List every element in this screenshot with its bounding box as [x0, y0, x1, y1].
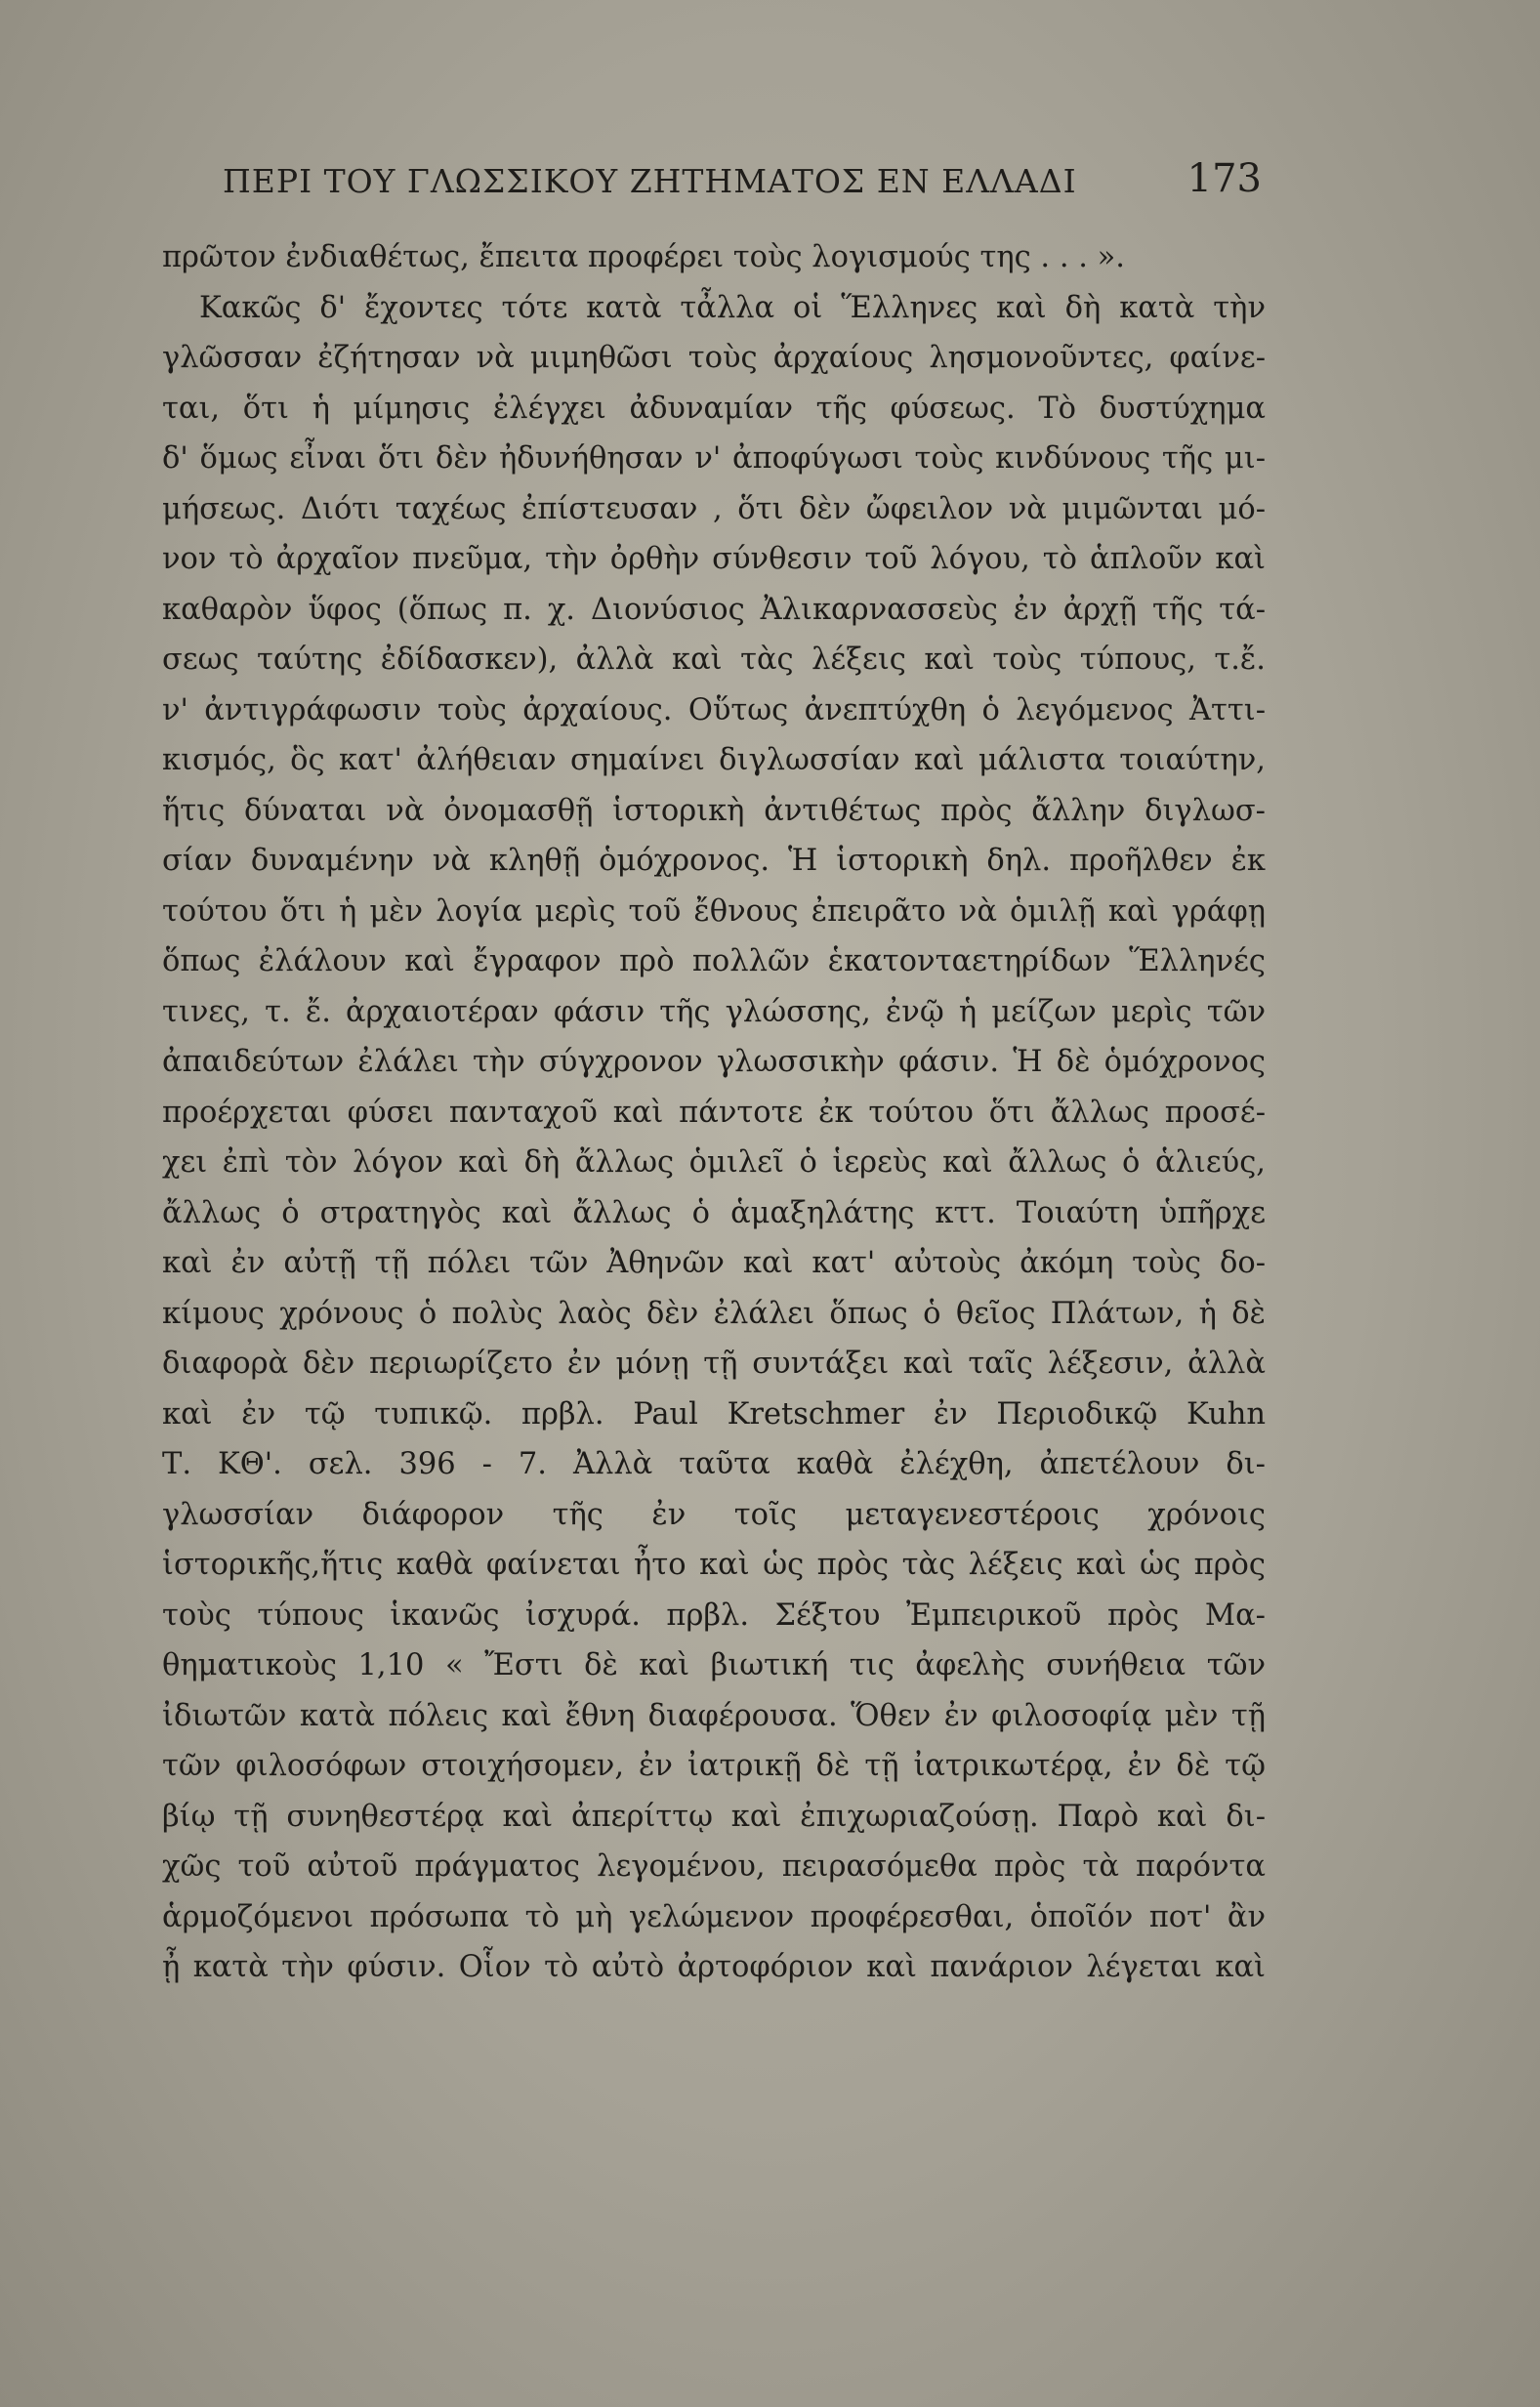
text-line: τινες, τ. ἔ. ἀρχαιοτέραν φάσιν τῆς γλώσσης, ἐνῷ ἡ μείζων μερὶς τῶν — [162, 994, 1266, 1029]
text-line: σίαν δυναμένην νὰ κληθῇ ὁμόχρονος. Ἡ ἱστορικὴ δηλ. προῆλθεν ἐκ — [162, 844, 1266, 878]
text-line: καὶ ἐν τῷ τυπικῷ. πρβλ. Paul Kretschmer ἐν Περιοδικῷ Kuhn — [162, 1396, 1266, 1432]
text-line: χει ἐπὶ τὸν λόγον καὶ δὴ ἄλλως ὁμιλεῖ ὁ ἱερεὺς καὶ ἄλλως ὁ ἁλιεύς, — [162, 1145, 1266, 1180]
body-text — [162, 232, 1266, 1993]
text-line: σεως ταύτης ἐδίδασκεν), ἀλλὰ καὶ τὰς λέξεις καὶ τοὺς τύπους, τ.ἔ. — [162, 643, 1266, 677]
text-line: γλῶσσαν ἐζήτησαν νὰ μιμηθῶσι τοὺς ἀρχαίους λησμονοῦντες, φαίνε- — [162, 341, 1266, 375]
text-line: ἄλλως ὁ στρατηγὸς καὶ ἄλλως ὁ ἁμαξηλάτης κττ. Τοιαύτη ὑπῆρχε — [162, 1195, 1266, 1230]
text-line: τῶν φιλοσόφων στοιχήσομεν, ἐν ἰατρικῇ δὲ τῇ ἰατρικωτέρᾳ, ἐν δὲ τῷ — [162, 1749, 1266, 1783]
text-line: βίῳ τῇ συνηθεστέρᾳ καὶ ἀπερίττῳ καὶ ἐπιχωριαζούσῃ. Παρὸ καὶ δι- — [162, 1799, 1266, 1834]
text-line: ὅπως ἐλάλουν καὶ ἔγραφον πρὸ πολλῶν ἑκατονταετηρίδων Ἕλληνές — [162, 944, 1266, 978]
page-header — [223, 156, 1262, 207]
text-line: ἰδιωτῶν κατὰ πόλεις καὶ ἔθνη διαφέρουσα. Ὅθεν ἐν φιλοσοφίᾳ μὲν τῇ — [162, 1698, 1266, 1733]
text-line: νον τὸ ἀρχαῖον πνεῦμα, τὴν ὀρθὴν σύνθεσιν τοῦ λόγου, τὸ ἁπλοῦν καὶ — [162, 542, 1266, 576]
text-line: ἀπαιδεύτων ἐλάλει τὴν σύγχρονον γλωσσικὴν φάσιν. Ἡ δὲ ὁμόχρονος — [162, 1045, 1266, 1079]
text-line: δ' ὅμως εἶναι ὅτι δὲν ἠδυνήθησαν ν' ἀποφύγωσι τοὺς κινδύνους τῆς μι- — [162, 441, 1266, 476]
text-line: προέρχεται φύσει πανταχοῦ καὶ πάντοτε ἐκ τούτου ὅτι ἄλλως προσέ- — [162, 1095, 1266, 1130]
text-line: ᾖ κατὰ τὴν φύσιν. Οἷον τὸ αὐτὸ ἀρτοφόριον καὶ πανάριον λέγεται καὶ — [162, 1950, 1266, 1984]
text-line: καθαρὸν ὕφος (ὅπως π. χ. Διονύσιος Ἀλικαρνασσεὺς ἐν ἀρχῇ τῆς τά- — [162, 592, 1266, 627]
text-line: χῶς τοῦ αὐτοῦ πράγματος λεγομένου, πειρασόμεθα πρὸς τὰ παρόντα — [162, 1849, 1266, 1884]
text-line: Τ. ΚΘ'. σελ. 396 - 7. Ἀλλὰ ταῦτα καθὰ ἐλέχθη, ἀπετέλουν δι- — [162, 1447, 1266, 1481]
text-line: θηματικοὺς 1,10 « Ἔστι δὲ καὶ βιωτική τις ἀφελὴς συνήθεια τῶν — [162, 1648, 1266, 1682]
text-line: μήσεως. Διότι ταχέως ἐπίστευσαν , ὅτι δὲν ὤφειλον νὰ μιμῶνται μό- — [162, 491, 1266, 526]
text-line: ἥτις δύναται νὰ ὀνομασθῇ ἱστορικὴ ἀντιθέτως πρὸς ἄλλην διγλωσ- — [162, 793, 1266, 828]
text-line: ἁρμοζόμενοι πρόσωπα τὸ μὴ γελώμενον προφέρεσθαι, ὁποῖόν ποτ' ἂν — [162, 1899, 1266, 1934]
text-line: διαφορὰ δὲν περιωρίζετο ἐν μόνῃ τῇ συντάξει καὶ ταῖς λέξεσιν, ἀλλὰ — [162, 1347, 1266, 1381]
text-line: ται, ὅτι ἡ μίμησις ἐλέγχει ἀδυναμίαν τῆς φύσεως. Τὸ δυστύχημα — [162, 391, 1266, 426]
text-line: ἱστορικῆς,ἥτις καθὰ φαίνεται ἦτο καὶ ὡς πρὸς τὰς λέξεις καὶ ὡς πρὸς — [162, 1548, 1266, 1582]
text-line: τούτου ὅτι ἡ μὲν λογία μερὶς τοῦ ἔθνους ἐπειρᾶτο νὰ ὁμιλῇ καὶ γράφῃ — [162, 893, 1266, 929]
text-line: γλωσσίαν διάφορον τῆς ἐν τοῖς μεταγενεστέροις χρόνοις — [162, 1497, 1266, 1532]
text-line: κισμός, ὃς κατ' ἀλήθειαν σημαίνει διγλωσσίαν καὶ μάλιστα τοιαύτην, — [162, 743, 1266, 777]
page-number: 173 — [1186, 156, 1262, 201]
text-line: ν' ἀντιγράφωσιν τοὺς ἀρχαίους. Οὕτως ἀνεπτύχθη ὁ λεγόμενος Ἀττι- — [162, 692, 1266, 727]
text-line: πρῶτον ἐνδιαθέτως, ἔπειτα προφέρει τοὺς λογισμούς της . . . ». — [162, 240, 1125, 274]
text-line: τοὺς τύπους ἱκανῶς ἰσχυρά. πρβλ. Σέξτου Ἐμπειρικοῦ πρὸς Μα- — [162, 1598, 1266, 1633]
text-line: κίμους χρόνους ὁ πολὺς λαὸς δὲν ἐλάλει ὅπως ὁ θεῖος Πλάτων, ἡ δὲ — [162, 1296, 1266, 1331]
text-line: Κακῶς δ' ἔχοντες τότε κατὰ τἆλλα οἱ Ἕλληνες καὶ δὴ κατὰ τὴν — [199, 290, 1266, 325]
text-line: καὶ ἐν αὐτῇ τῇ πόλει τῶν Ἀθηνῶν καὶ κατ' αὐτοὺς ἀκόμη τοὺς δο- — [162, 1246, 1266, 1280]
running-head: ΠΕΡΙ ΤΟΥ ΓΛΩΣΣΙΚΟΥ ΖΗΤΗΜΑΤΟΣ ΕΝ ΕΛΛΑΔΙ — [223, 162, 1077, 200]
